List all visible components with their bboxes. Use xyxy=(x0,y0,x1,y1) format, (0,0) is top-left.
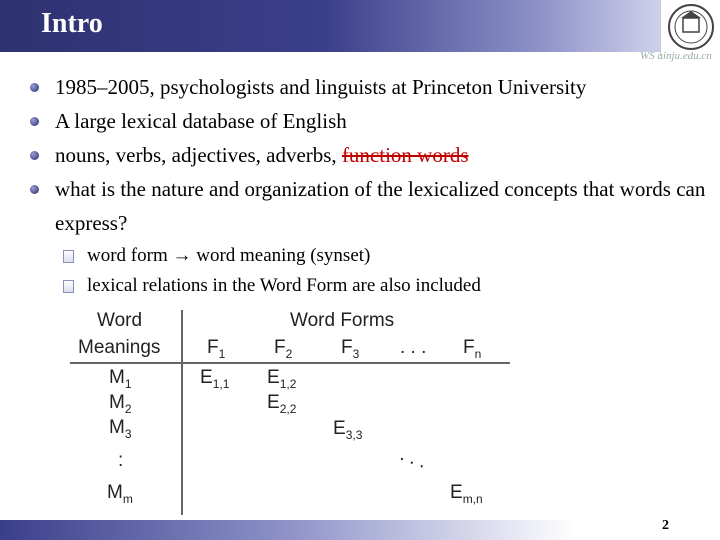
row-ellipsis: : xyxy=(118,450,124,471)
form-f2: $F_2$ xyxy=(274,337,293,361)
entry-e33: $E_{3,3}$ xyxy=(333,418,363,442)
bullet-item xyxy=(30,104,710,138)
row-m1: $M_1$ xyxy=(109,367,132,391)
header-meanings: Meanings xyxy=(78,337,161,358)
sub-bullet-icon xyxy=(63,250,74,263)
entry-e11: $E_{1,1}$ xyxy=(200,367,230,391)
bullet-item xyxy=(30,172,710,240)
row-m2: $M_2$ xyxy=(109,392,132,416)
sub-bullet-text: lexical relations in the Word Form are also included xyxy=(87,275,481,296)
table-vertical-divider xyxy=(181,310,183,515)
bullet-year: 1985–2005, xyxy=(55,75,160,99)
bullet-text: what is the nature and organization of the lexicalized concepts that words can express? xyxy=(55,177,706,235)
bullet-text: A large lexical database of English xyxy=(55,109,347,133)
form-f1: $F_1$ xyxy=(207,337,226,361)
sub-bullet-item xyxy=(30,242,710,270)
bullet-item xyxy=(30,70,710,104)
table-horizontal-divider xyxy=(70,362,510,364)
bullet-list xyxy=(30,70,710,300)
bullet-icon xyxy=(30,117,39,126)
word-matrix-table xyxy=(70,300,530,510)
entry-ellipsis: . . . xyxy=(397,444,430,473)
bullet-icon xyxy=(30,83,39,92)
university-logo xyxy=(660,0,720,56)
struck-text: function words xyxy=(341,143,469,167)
sub-bullet-icon xyxy=(63,280,74,293)
bottom-bar xyxy=(0,520,720,540)
header-word: Word xyxy=(97,310,143,331)
logo-caption: WS ainju.edu.cn xyxy=(640,50,712,62)
bullet-text: nouns, verbs, adjectives, adverbs, xyxy=(55,143,342,167)
entry-emn: $E_{m,n}$ xyxy=(450,482,483,506)
form-f3: $F_3$ xyxy=(341,337,360,361)
entry-e12: $E_{1,2}$ xyxy=(267,367,297,391)
page-number: 2 xyxy=(662,518,669,533)
title-bar xyxy=(0,0,720,52)
sub-bullet-text: word form → word meaning (synset) xyxy=(87,245,371,266)
form-fn: $F_n$ xyxy=(463,337,482,361)
row-m3: $M_3$ xyxy=(109,417,132,441)
entry-e22: $E_{2,2}$ xyxy=(267,392,297,416)
slide-title: Intro xyxy=(41,8,103,39)
bullet-icon xyxy=(30,151,39,160)
form-ellipsis: . . . xyxy=(400,337,427,358)
bullet-item xyxy=(30,138,710,172)
sub-bullet-item xyxy=(30,272,710,300)
row-mm: $M_m$ xyxy=(107,482,133,506)
header-word-forms: Word Forms xyxy=(290,310,395,331)
bullet-icon xyxy=(30,185,39,194)
bullet-text: psychologists and linguists at Princeton University xyxy=(160,75,587,99)
